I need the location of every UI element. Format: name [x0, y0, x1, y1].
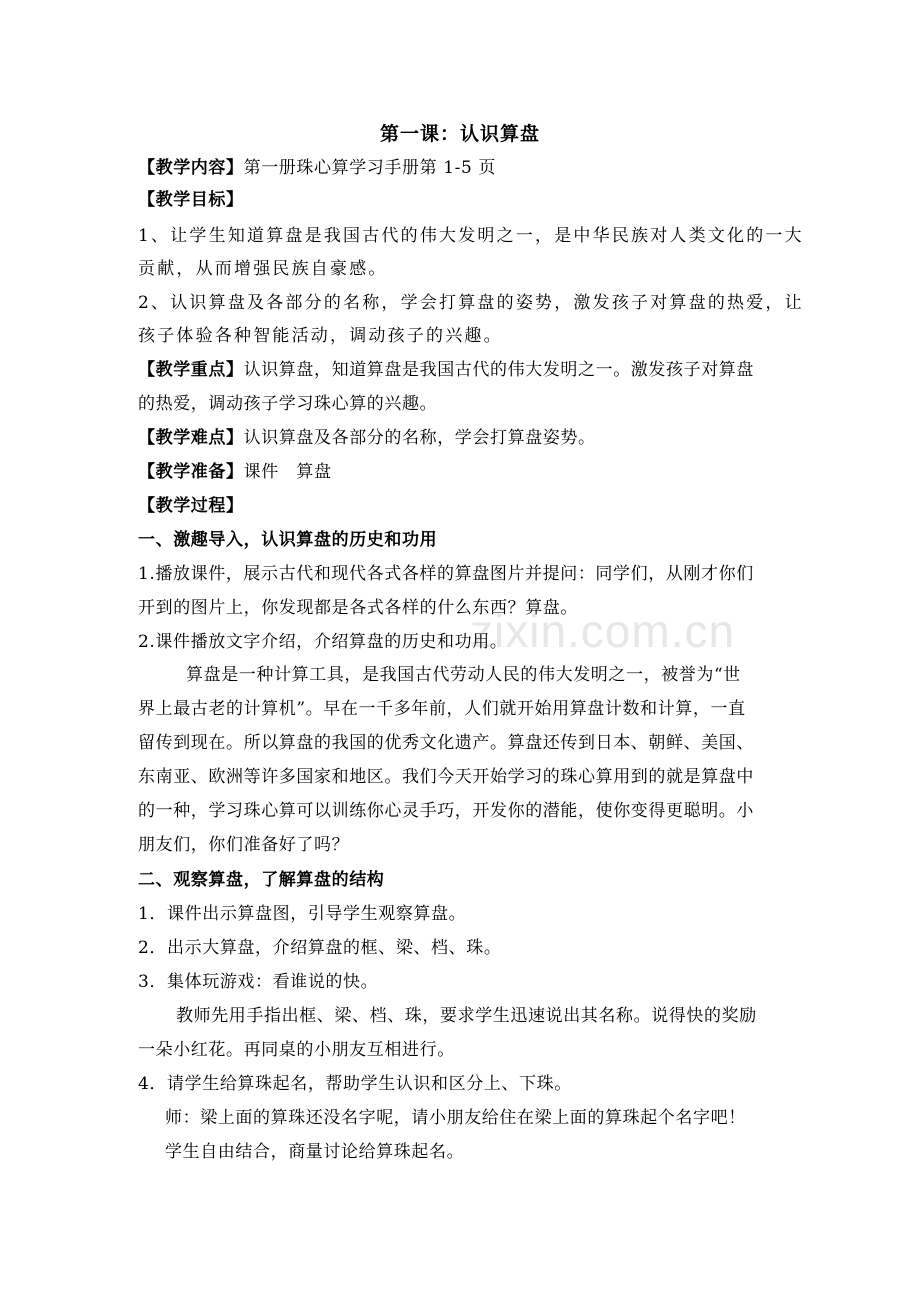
section-2-para-1-line-1: 教师先用手指出框、梁、档、珠，要求学生迅速说出其名称。说得快的奖励 — [176, 1006, 757, 1026]
preparation-label: 【教学准备】 — [138, 462, 244, 482]
section-2-item-3: 3．集体玩游戏：看谁说的快。 — [138, 972, 379, 992]
goal-2-line-1: 2、认识算盘及各部分的名称，学会打算盘的姿势，激发孩子对算盘的热爱，让 — [138, 293, 804, 313]
teaching-content-line — [138, 157, 496, 179]
section-2-item-2: 2．出示大算盘，介绍算盘的框、梁、档、珠。 — [138, 938, 502, 958]
section-2-para-1-line-2: 一朵小红花。再同桌的小朋友互相进行。 — [138, 1040, 455, 1060]
page-title: 第一课：认识算盘 — [379, 123, 540, 145]
goal-2-line-2: 孩子体验各种智能活动，调动孩子的兴趣。 — [138, 326, 503, 346]
difficulty-line — [138, 427, 596, 449]
teaching-content-label: 【教学内容】 — [138, 158, 244, 178]
key-points-label: 【教学重点】 — [138, 360, 244, 380]
section-2-heading: 二、观察算盘，了解算盘的结构 — [138, 870, 385, 890]
section-1-para-3-line-2: 界上最古老的计算机”。早在一千多年前，人们就开始用算盘计数和计算，一直 — [138, 699, 746, 719]
section-1-para-3-line-1: 算盘是一种计算工具，是我国古代劳动人民的伟大发明之一，被誉为“世 — [186, 665, 741, 685]
section-1-para-1-line-1: 1.播放课件，展示古代和现代各式各样的算盘图片并提问：同学们，从刚才你们 — [138, 564, 754, 584]
teaching-process-label: 【教学过程】 — [138, 496, 244, 516]
section-1-heading: 一、激趣导入，认识算盘的历史和功用 — [138, 530, 438, 550]
students-activity: 学生自由结合，商量讨论给算珠起名。 — [165, 1142, 465, 1162]
preparation-text: 课件 算盘 — [243, 462, 332, 482]
section-2-item-1: 1．课件出示算盘图，引导学生观察算盘。 — [138, 904, 467, 924]
goal-1-line-1: 1、让学生知道算盘是我国古代的伟大发明之一，是中华民族对人类文化的一大 — [138, 226, 804, 246]
key-points-text: 认识算盘，知道算盘是我国古代的伟大发明之一。激发孩子对算盘 — [243, 360, 755, 380]
section-1-para-3-line-4: 东南亚、欧洲等许多国家和地区。我们今天开始学习的珠心算用到的就是算盘中 — [138, 767, 754, 787]
teacher-prompt: 师：梁上面的算珠还没名字呢，请小朋友给住在梁上面的算珠起个名字吧！ — [165, 1108, 746, 1128]
teaching-content-text: 第一册珠心算学习手册第 1-5 页 — [243, 158, 496, 178]
goal-1-line-2: 贡献，从而增强民族自豪感。 — [138, 259, 388, 279]
section-1-para-3-line-3: 留传到现在。所以算盘的我国的优秀文化遗产。算盘还传到日本、朝鲜、美国、 — [138, 733, 754, 753]
section-1-para-1-line-2: 开到的图片上，你发现都是各式各样的什么东西？算盘。 — [138, 598, 578, 618]
section-1-para-3-line-6: 朋友们，你们准备好了吗？ — [138, 835, 350, 855]
key-points-line-2: 的热爱，调动孩子学习珠心算的兴趣。 — [138, 394, 438, 414]
teaching-goals-label: 【教学目标】 — [138, 190, 244, 210]
difficulty-text: 认识算盘及各部分的名称，学会打算盘姿势。 — [243, 428, 596, 448]
difficulty-label: 【教学难点】 — [138, 428, 244, 448]
section-2-item-4: 4．请学生给算珠起名，帮助学生认识和区分上、下珠。 — [138, 1074, 572, 1094]
watermark: zixin.com.cn — [470, 605, 736, 657]
section-1-para-3-line-5: 的一种，学习珠心算可以训练你心灵手巧，开发你的潜能，使你变得更聪明。小 — [138, 801, 754, 821]
section-1-para-2: 2.课件播放文字介绍，介绍算盘的历史和功用。 — [138, 632, 508, 652]
preparation-line — [138, 461, 332, 483]
key-points-line-1 — [138, 359, 754, 381]
